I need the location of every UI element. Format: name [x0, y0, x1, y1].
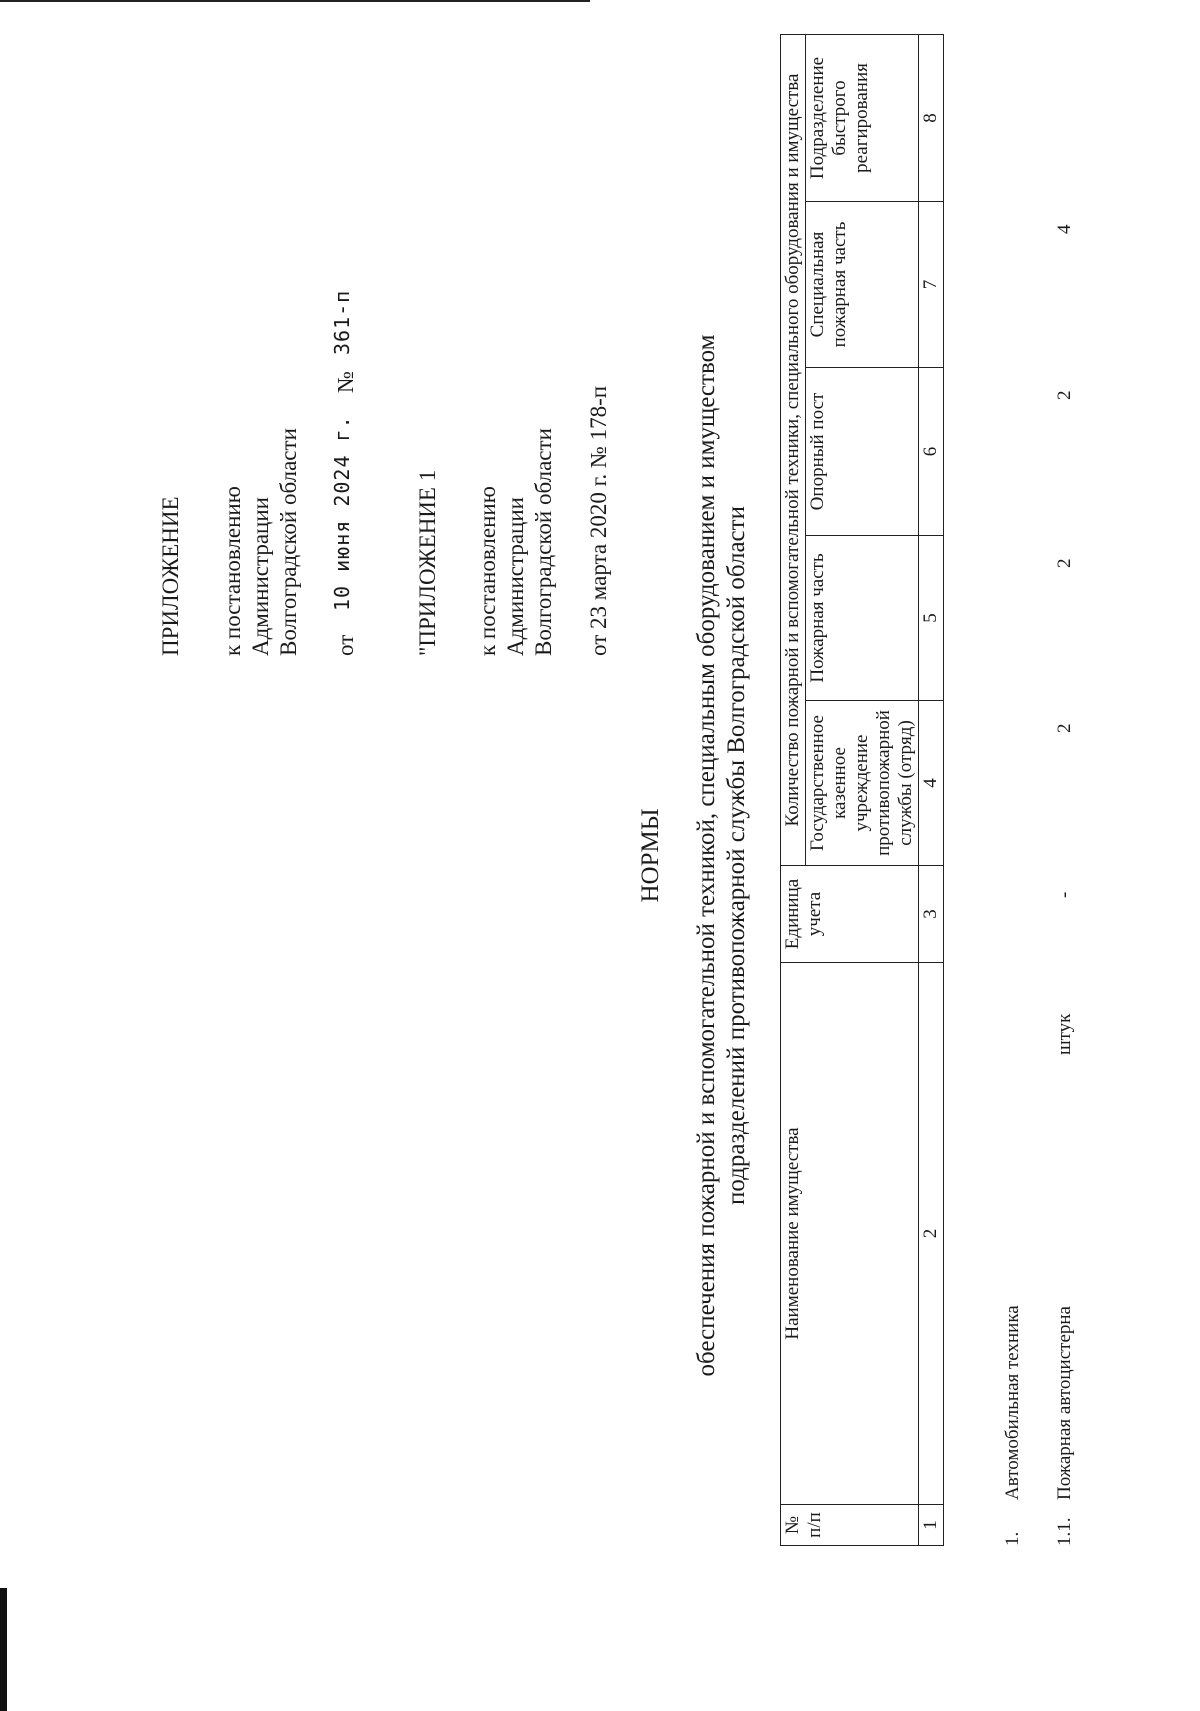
- appendix-prev-line-1: к постановлению: [475, 486, 500, 656]
- doc-heading: НОРМЫ: [637, 808, 664, 903]
- appendix-line-2: Администрации: [248, 497, 273, 656]
- col-number: 2: [919, 963, 944, 1505]
- row-unit: штук: [1054, 1013, 1075, 1055]
- appendix-date-prefix: от: [333, 634, 358, 656]
- doc-title-line-1: обеспечения пожарной и вспомогательной техникой, специальным оборудованием и имуществом: [693, 334, 720, 1377]
- row-c5: 2: [1054, 723, 1075, 733]
- row-num: 1.1.: [1054, 1517, 1075, 1546]
- col-number: 4: [919, 701, 944, 866]
- header-col8: Подразделение быстрого реагирования: [806, 35, 919, 202]
- appendix-prev-title: "ПРИЛОЖЕНИЕ 1: [415, 469, 440, 656]
- appendix-line-3: Волгоградской области: [276, 428, 301, 656]
- col-number: 3: [919, 866, 944, 963]
- appendix-line-1: к постановлению: [220, 486, 245, 656]
- appendix-number-handwritten: 361-п: [330, 289, 354, 355]
- appendix-prev-line-3: Волгоградской области: [531, 428, 556, 656]
- col-number: 7: [919, 202, 944, 368]
- row-c8: 4: [1054, 224, 1075, 234]
- col-number: 8: [919, 35, 944, 202]
- header-col4: Государственное казенное учреждение противопожарной службы (отряд): [806, 701, 919, 866]
- row-c7: 2: [1054, 390, 1075, 400]
- section-name: Автомобильная техника: [1002, 1305, 1023, 1500]
- header-col5: Пожарная часть: [806, 536, 919, 701]
- appendix-prev-line-2: Администрации: [503, 497, 528, 656]
- header-group: Количество пожарной и вспомогательной техники, специального оборудования и имущества: [781, 35, 806, 866]
- norms-table: [780, 34, 944, 1546]
- appendix-date-handwritten: 10 июня 2024 г.: [330, 415, 354, 611]
- col-number: 5: [919, 536, 944, 701]
- row-name: Пожарная автоцистерна: [1054, 1306, 1075, 1500]
- header-num: № п/п: [781, 1505, 919, 1546]
- section-num: 1.: [1002, 1531, 1023, 1546]
- appendix-number-prefix: №: [333, 371, 358, 393]
- header-col6: Опорный пост: [806, 368, 919, 536]
- appendix-title: ПРИЛОЖЕНИЕ: [158, 496, 183, 656]
- row-c6: 2: [1054, 558, 1075, 568]
- col-number: 1: [919, 1505, 944, 1546]
- header-unit: Единица учета: [781, 866, 919, 963]
- row-c4: -: [1054, 891, 1075, 898]
- header-name: Наименование имущества: [781, 963, 919, 1505]
- appendix-prev-date: от 23 марта 2020 г. № 178-п: [586, 385, 611, 656]
- doc-title-line-2: подразделений противопожарной службы Волгоградской области: [723, 506, 750, 1205]
- col-number: 6: [919, 368, 944, 536]
- header-col7: Специальная пожарная часть: [806, 202, 919, 368]
